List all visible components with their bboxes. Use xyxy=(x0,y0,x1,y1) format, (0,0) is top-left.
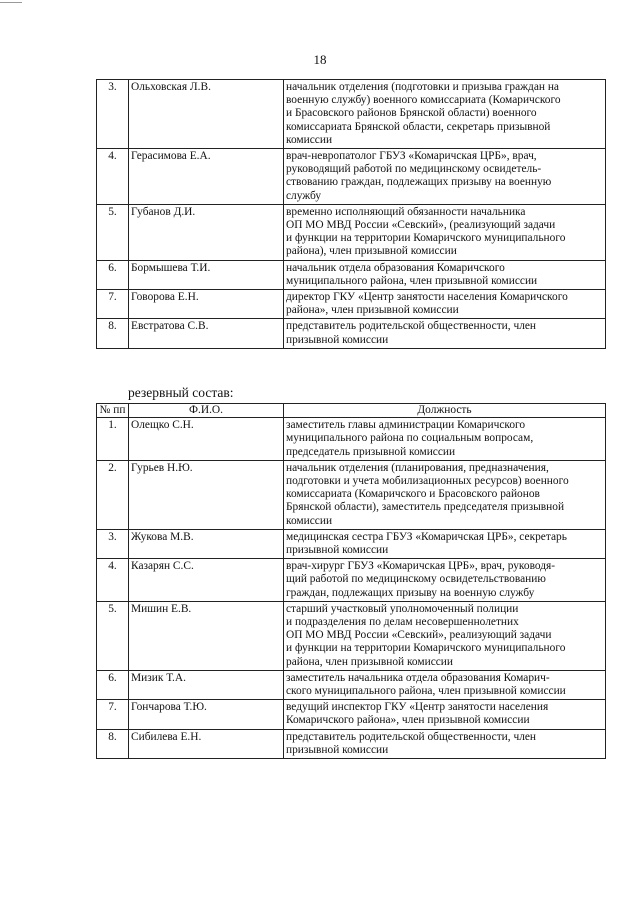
row-number: 7. xyxy=(97,290,129,319)
header-name: Ф.И.О. xyxy=(129,404,284,418)
position-line: и Брасовского районов Брянской области) военного xyxy=(286,107,537,120)
member-position xyxy=(284,700,606,729)
top-edge-line xyxy=(0,2,22,3)
position-line: представитель родительской общественности, член xyxy=(286,730,537,743)
row-number: 4. xyxy=(97,559,129,602)
position-line: и подразделения по делам несовершеннолетних xyxy=(286,616,519,629)
header-position: Должность xyxy=(284,404,606,418)
position-line: начальник отделения (планирования, предназначения, xyxy=(286,461,549,474)
member-position xyxy=(284,319,606,348)
member-name: Евстратова С.В. xyxy=(129,319,284,348)
position-line: представитель родительской общественности, член xyxy=(286,320,537,333)
position-line: ведущий инспектор ГКУ «Центр занятости населения xyxy=(286,701,549,714)
member-position xyxy=(284,80,606,149)
member-position xyxy=(284,204,606,260)
table-row xyxy=(97,601,606,670)
position-line: ского муниципального района, член призывной комиссии xyxy=(286,685,566,698)
member-name: Ольховская Л.В. xyxy=(129,80,284,149)
position-line: района, член призывной комиссии xyxy=(286,655,453,668)
position-line: комиссии xyxy=(286,133,333,146)
row-number: 3. xyxy=(97,529,129,558)
member-name: Гончарова Т.Ю. xyxy=(129,700,284,729)
position-line: муниципального района, член призывной комиссии xyxy=(286,274,538,287)
member-position xyxy=(284,290,606,319)
table-row xyxy=(97,700,606,729)
member-name: Жукова М.В. xyxy=(129,529,284,558)
position-line: Комаричского района», член призывной комиссии xyxy=(286,714,530,727)
row-number: 2. xyxy=(97,460,129,529)
position-line: и функции на территории Комаричского муниципального xyxy=(286,232,566,245)
member-position xyxy=(284,149,606,205)
member-name: Бормышева Т.И. xyxy=(129,260,284,289)
member-position xyxy=(284,670,606,699)
table-row xyxy=(97,290,606,319)
position-line: начальник отделения (подготовки и призыва граждан на xyxy=(286,81,559,93)
member-name: Сибилева Е.Н. xyxy=(129,729,284,758)
position-line: призывной комиссии xyxy=(286,743,389,756)
reserve-heading: резервный состав: xyxy=(128,385,234,400)
position-line: призывной комиссии xyxy=(286,333,389,346)
position-line: временно исполняющий обязанности начальника xyxy=(286,205,526,218)
position-line: заместитель главы администрации Комаричского xyxy=(286,419,526,432)
member-position xyxy=(284,260,606,289)
position-line: комиссариата (Комаричского и Брасовского районов xyxy=(286,488,540,501)
member-position xyxy=(284,418,606,461)
reserve-table-body xyxy=(97,418,606,759)
position-line: муниципального района по социальным вопросам, xyxy=(286,432,534,445)
member-position xyxy=(284,460,606,529)
position-line: щий работой по медицинскому освидетельствованию xyxy=(286,573,546,586)
position-line: медицинская сестра ГБУЗ «Комаричская ЦРБ», секретарь xyxy=(286,530,567,543)
position-line: и функции на территории Комаричского муниципального xyxy=(286,642,566,655)
member-position xyxy=(284,529,606,558)
reserve-table-header xyxy=(97,404,606,418)
row-number: 8. xyxy=(97,729,129,758)
member-position xyxy=(284,601,606,670)
table-row xyxy=(97,418,606,461)
commission-table xyxy=(96,79,606,349)
position-line: района», член призывной комиссии xyxy=(286,304,459,317)
position-line: района), член призывной комиссии xyxy=(286,245,457,258)
member-name: Казарян С.С. xyxy=(129,559,284,602)
table-row xyxy=(97,319,606,348)
table-row xyxy=(97,260,606,289)
position-line: комиссариата Брянской области, секретарь призывной xyxy=(286,120,551,133)
member-name: Гурьев Н.Ю. xyxy=(129,460,284,529)
row-number: 5. xyxy=(97,601,129,670)
row-number: 7. xyxy=(97,700,129,729)
position-line: ствованию граждан, подлежащих призыву на военную xyxy=(286,176,552,189)
header-row xyxy=(97,404,606,418)
position-line: призывной комиссии xyxy=(286,544,389,557)
member-name: Олещко С.Н. xyxy=(129,418,284,461)
position-line: врач-хирург ГБУЗ «Комаричская ЦРБ», врач, руководя- xyxy=(286,560,556,573)
position-line: подготовки и учета мобилизационных ресурсов) военного xyxy=(286,475,569,488)
row-number: 5. xyxy=(97,204,129,260)
position-line: граждан, подлежащих призыву на военную службу xyxy=(286,586,535,599)
header-num: № пп xyxy=(97,404,129,418)
row-number: 1. xyxy=(97,418,129,461)
table-row xyxy=(97,460,606,529)
table-row xyxy=(97,204,606,260)
table-row xyxy=(97,80,606,149)
page-number: 18 xyxy=(313,52,327,67)
row-number: 3. xyxy=(97,80,129,149)
position-line: старший участковый уполномоченный полиции xyxy=(286,602,519,615)
position-line: службу xyxy=(286,189,322,202)
member-position xyxy=(284,559,606,602)
row-number: 4. xyxy=(97,149,129,205)
table-row xyxy=(97,529,606,558)
row-number: 6. xyxy=(97,670,129,699)
member-name: Герасимова Е.А. xyxy=(129,149,284,205)
row-number: 8. xyxy=(97,319,129,348)
member-name: Мизик Т.А. xyxy=(129,670,284,699)
table-row xyxy=(97,729,606,758)
position-line: ОП МО МВД России «Севский», реализующий задачи xyxy=(286,629,552,642)
position-line: ОП МО МВД России «Севский», (реализующий задачи xyxy=(286,219,556,232)
commission-table-body xyxy=(97,80,606,349)
position-line: заместитель начальника отдела образования Комарич- xyxy=(286,671,550,684)
position-line: комиссии xyxy=(286,514,333,527)
member-name: Говорова Е.Н. xyxy=(129,290,284,319)
position-line: Брянской области), заместитель председателя призывной xyxy=(286,501,565,514)
member-name: Мишин Е.В. xyxy=(129,601,284,670)
position-line: начальник отдела образования Комаричского xyxy=(286,261,505,274)
reserve-table xyxy=(96,403,606,759)
member-position xyxy=(284,729,606,758)
position-line: руководящий работой по медицинскому освидетель- xyxy=(286,163,542,176)
position-line: военную службу) военного комиссариата (Комаричского xyxy=(286,94,561,107)
table-row xyxy=(97,670,606,699)
position-line: врач-невропатолог ГБУЗ «Комаричская ЦРБ», врач, xyxy=(286,150,537,163)
position-line: председатель призывной комиссии xyxy=(286,445,456,458)
member-name: Губанов Д.И. xyxy=(129,204,284,260)
table-row xyxy=(97,559,606,602)
table-row xyxy=(97,149,606,205)
row-number: 6. xyxy=(97,260,129,289)
position-line: директор ГКУ «Центр занятости населения Комаричского xyxy=(286,291,568,304)
